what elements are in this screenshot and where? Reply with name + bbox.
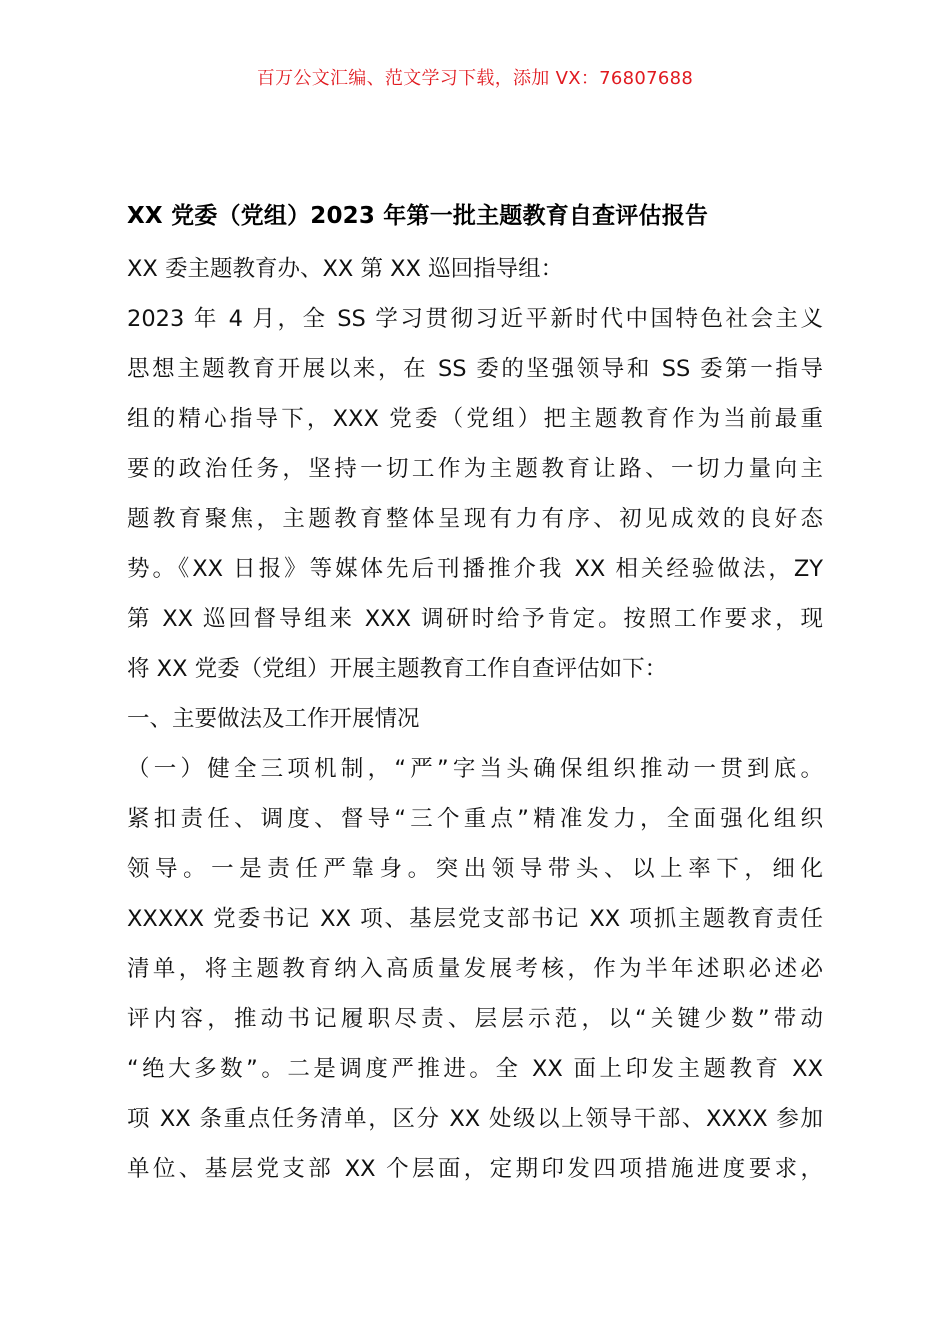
body-line: 项 XX 条重点任务清单，区分 XX 处级以上领导干部、XXXX 参加 <box>127 1106 823 1132</box>
body-line: 要的政治任务，坚持一切工作为主题教育让路、一切力量向主 <box>127 456 823 482</box>
body-line: 思想主题教育开展以来，在 SS 委的坚强领导和 SS 委第一指导 <box>127 356 823 382</box>
salutation-line: XX 委主题教育办、XX 第 XX 巡回指导组： <box>127 256 564 282</box>
body-line: 单位、基层党支部 XX 个层面，定期印发四项措施进度要求， <box>127 1156 823 1182</box>
body-line: 紧扣责任、调度、督导“三个重点”精准发力，全面强化组织 <box>127 806 823 832</box>
body-line: 组的精心指导下，XXX 党委（党组）把主题教育作为当前最重 <box>127 406 823 432</box>
body-line: 评内容，推动书记履职尽责、层层示范，以“关键少数”带动 <box>127 1006 823 1032</box>
body-line: 将 XX 党委（党组）开展主题教育工作自查评估如下： <box>127 656 668 682</box>
body-line: “绝大多数”。二是调度严推进。全 XX 面上印发主题教育 XX <box>127 1056 823 1082</box>
body-line: 势。《XX 日报》等媒体先后刊播推介我 XX 相关经验做法，ZY <box>127 556 823 582</box>
body-line: 2023 年 4 月，全 SS 学习贯彻习近平新时代中国特色社会主义 <box>127 306 823 332</box>
watermark-banner: 百万公文汇编、范文学习下载，添加 VX：76807688 <box>256 68 694 89</box>
document-title: XX 党委（党组）2023 年第一批主题教育自查评估报告 <box>127 203 709 229</box>
section-heading: 一、主要做法及工作开展情况 <box>127 706 420 732</box>
body-line: 第 XX 巡回督导组来 XXX 调研时给予肯定。按照工作要求，现 <box>127 606 823 632</box>
body-line: 领导。一是责任严靠身。突出领导带头、以上率下，细化 <box>127 856 823 882</box>
body-line: XXXXX 党委书记 XX 项、基层党支部书记 XX 项抓主题教育责任 <box>127 906 823 932</box>
body-line: 题教育聚焦，主题教育整体呈现有力有序、初见成效的良好态 <box>127 506 823 532</box>
subsection-heading: （一）健全三项机制，“严”字当头确保组织推动一贯到底。 <box>127 756 823 782</box>
body-line: 清单，将主题教育纳入高质量发展考核，作为半年述职必述必 <box>127 956 823 982</box>
